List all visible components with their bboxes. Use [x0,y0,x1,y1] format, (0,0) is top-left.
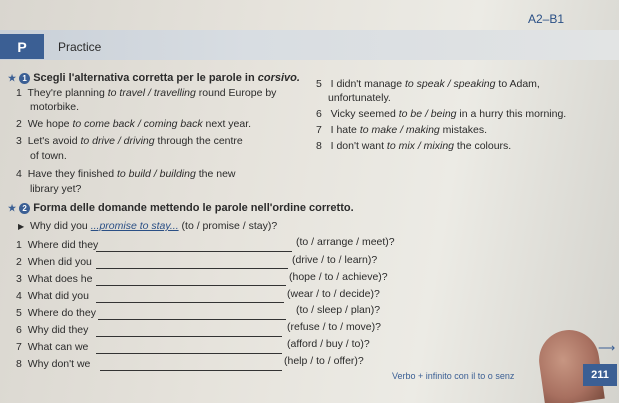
answer-line[interactable] [96,268,288,269]
p-badge: P [0,34,44,59]
item-text: When did you [27,256,92,268]
item-number: 8 [316,140,322,152]
ex1-item-1 [16,87,276,99]
item-number: 1 [16,239,22,251]
item-post: through the centre [154,135,243,147]
item-alternatives[interactable]: to speak / speaking [405,78,496,90]
item-post: to Adam, [495,78,540,90]
answer-line[interactable] [96,336,282,337]
item-number: 5 [16,307,22,319]
section-title: Practice [58,40,102,54]
item-post: next year. [202,118,252,130]
ex2-number: 2 [19,203,30,214]
item-alternatives[interactable]: to come back / coming back [72,118,203,130]
item-pre: Let's avoid [27,135,81,147]
ex2-item-7 [16,341,88,353]
ex2-item-4 [16,290,89,302]
item-alternatives[interactable]: to travel / travelling [107,87,196,99]
item-number: 1 [16,87,22,99]
item-alternatives[interactable]: to be / being [398,108,457,120]
item-number: 6 [16,324,22,336]
answer-line[interactable] [98,319,286,320]
item-pre: I didn't manage [330,78,405,90]
star-icon: ★ [8,203,17,213]
item-text: Why did they [27,324,89,336]
item-alternatives[interactable]: to build / building [117,168,196,180]
item-pre: They're planning [27,87,108,99]
item-number: 3 [16,135,22,147]
item-pre: I don't want [330,140,387,152]
ex1-item-7 [316,124,487,136]
item-post: round Europe by [195,87,277,99]
ex2-hint-6: (refuse / to / move)? [287,321,381,333]
ex2-hint-4: (wear / to / decide)? [287,288,380,300]
item-number: 7 [16,341,22,353]
answer-line[interactable] [96,251,292,252]
ex1-item-3-cont: of town. [30,150,67,162]
item-text: What does he [27,273,93,285]
ex2-hint-8: (help / to / offer)? [284,355,364,367]
ex1-instruction-italic: corsivo. [257,72,300,84]
item-number: 8 [16,358,22,370]
ex1-item-3 [16,135,243,147]
ex1-number: 1 [19,73,30,84]
item-text: What did you [27,290,89,302]
ex2-hint-7: (afford / buy / to)? [287,338,370,350]
ex2-item-6 [16,324,88,336]
item-alternatives[interactable]: to drive / driving [80,135,155,147]
ex2-item-1 [16,239,98,251]
item-post: in a hurry this morning. [456,108,567,120]
ex1-instruction [8,72,300,84]
item-text: Why don't we [27,358,91,370]
answer-line[interactable] [96,353,282,354]
ex1-item-4 [16,168,236,180]
item-post: the new [195,168,236,180]
ex1-item-5 [316,78,540,90]
item-alternatives[interactable]: to mix / mixing [386,140,455,152]
triangle-icon: ▶ [18,222,25,231]
item-text: What can we [27,341,89,353]
arrow-right-icon: ⟶ [598,341,616,355]
item-pre: Vicky seemed [330,108,399,120]
item-post: mistakes. [439,124,488,136]
example-answer: ...promise to stay... [90,220,179,232]
item-pre: Have they finished [27,168,117,180]
ex2-item-3 [16,273,92,285]
footer-text: Verbo + infinito con il to o senz [392,371,515,381]
ex2-hint-1: (to / arrange / meet)? [296,236,395,248]
item-number: 5 [316,78,322,90]
ex2-hint-2: (drive / to / learn)? [292,254,378,266]
ex1-item-4-cont: library yet? [30,183,82,195]
ex2-instruction-text: Forma delle domande mettendo le parole nell'ordine corretto. [33,202,354,214]
item-number: 4 [16,168,22,180]
item-number: 6 [316,108,322,120]
item-number: 2 [16,118,22,130]
answer-line[interactable] [96,285,286,286]
item-alternatives[interactable]: to make / making [359,124,440,136]
example-hint: (to / promise / stay)? [178,220,278,232]
example-pre: Why did you [30,220,91,232]
item-number: 2 [16,256,22,268]
ex1-item-6 [316,108,566,120]
item-text: Where do they [27,307,96,319]
ex1-item-1-cont: motorbike. [30,101,80,113]
ex1-item-5-cont: unfortunately. [328,92,391,104]
ex2-item-5 [16,307,96,319]
ex2-instruction [8,202,354,214]
ex2-hint-5: (to / sleep / plan)? [296,304,381,316]
item-number: 3 [16,273,22,285]
ex2-hint-3: (hope / to / achieve)? [289,271,388,283]
answer-line[interactable] [96,302,284,303]
item-pre: I hate [330,124,360,136]
page-number: 211 [583,364,617,386]
item-number: 7 [316,124,322,136]
item-number: 4 [16,290,22,302]
ex1-item-2 [16,118,251,130]
answer-line[interactable] [100,370,282,371]
ex2-item-2 [16,256,92,268]
ex2-example [18,220,277,232]
ex1-item-8 [316,140,511,152]
ex2-item-8 [16,358,90,370]
item-pre: We hope [27,118,73,130]
level-label: A2–B1 [528,12,565,26]
star-icon: ★ [8,73,17,83]
ex1-instruction-text: Scegli l'alternativa corretta per le parole in [33,72,258,84]
item-text: Where did they [27,239,99,251]
item-post: the colours. [454,140,512,152]
